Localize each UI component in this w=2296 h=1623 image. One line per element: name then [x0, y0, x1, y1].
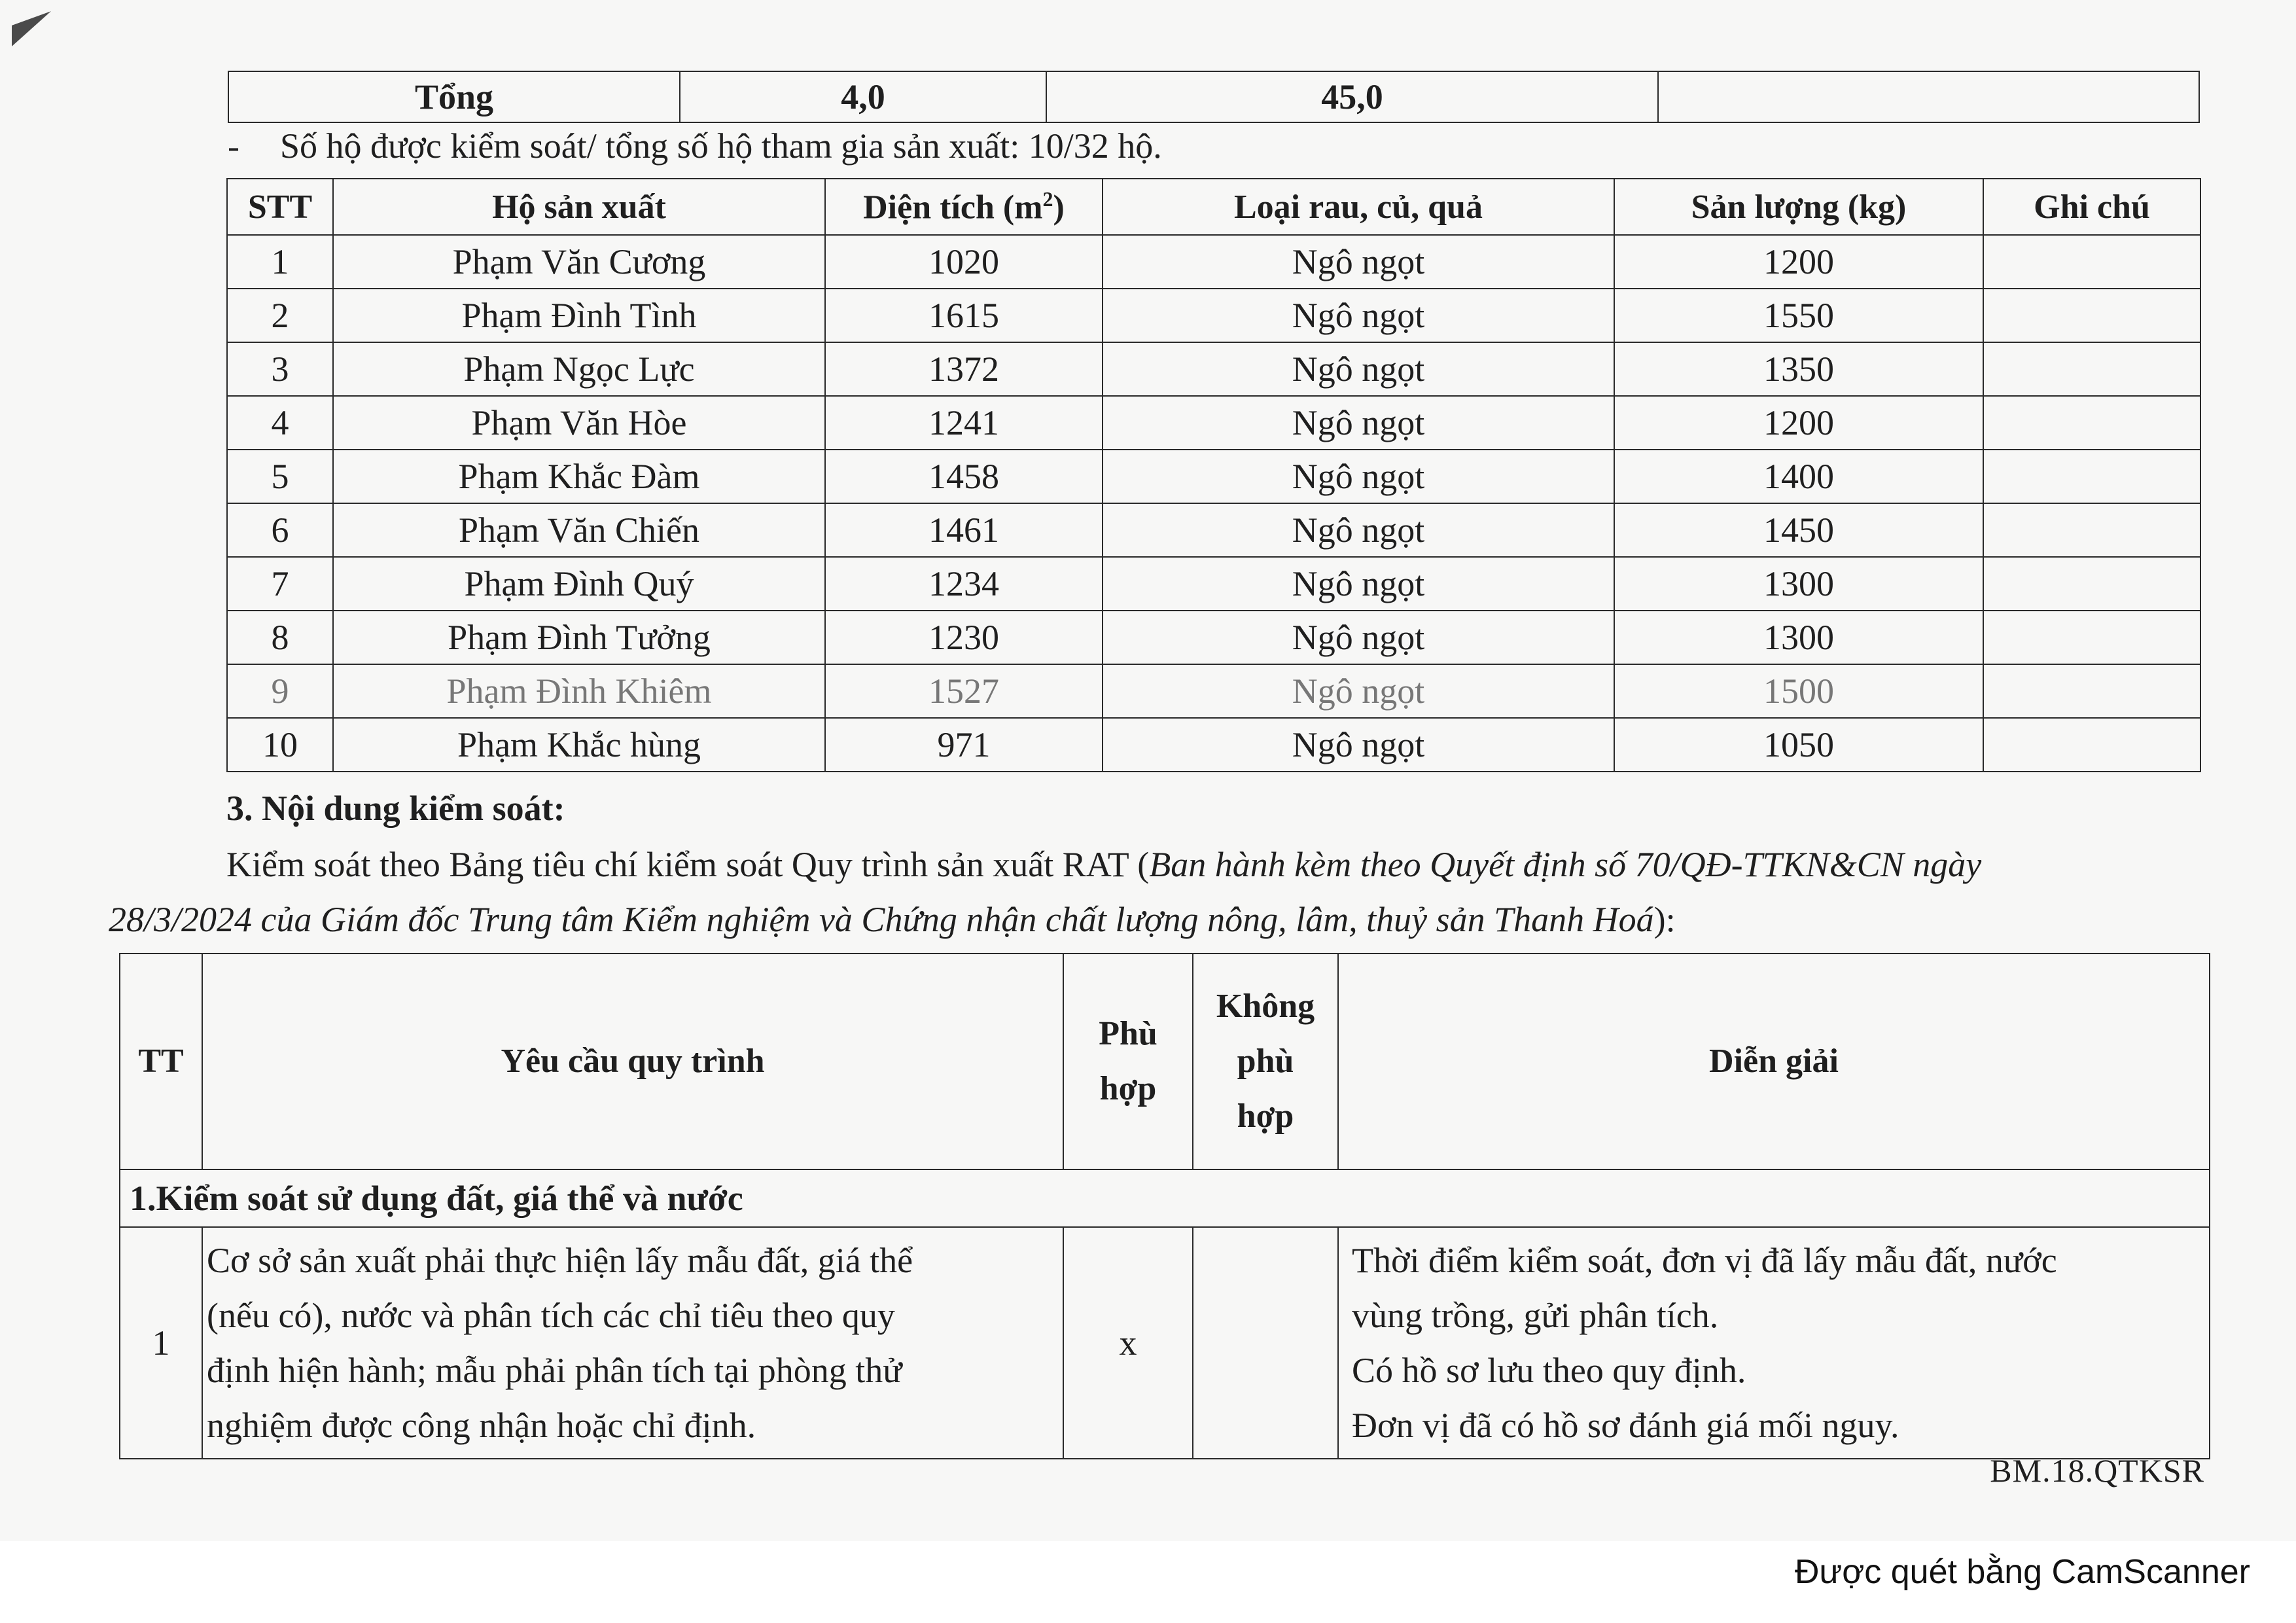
- household-row: [227, 235, 2200, 289]
- row-stt: 4: [227, 396, 333, 450]
- row-yield: 1550: [1614, 289, 1983, 342]
- row-note: [1983, 450, 2200, 503]
- section-3-paragraph-line-1: Kiểm soát theo Bảng tiêu chí kiểm soát Quy trình sản xuất RAT (Ban hành kèm theo Quyết định số 70/QĐ-TTKN&CN ngày: [226, 845, 1982, 884]
- row-household-name: Phạm Đình Quý: [333, 557, 825, 611]
- row-note: [1983, 342, 2200, 396]
- row-area: 1461: [825, 503, 1103, 557]
- header-stt: STT: [227, 179, 333, 235]
- total-note: [1658, 71, 2199, 122]
- control-section-row: [120, 1169, 2210, 1227]
- control-criteria-table: [119, 953, 2210, 1459]
- row-crop: Ngô ngọt: [1103, 718, 1614, 772]
- row-note: [1983, 503, 2200, 557]
- total-table: [228, 71, 2200, 123]
- row-yield: 1350: [1614, 342, 1983, 396]
- household-row: [227, 396, 2200, 450]
- section-3-title: 3. Nội dung kiểm soát:: [226, 789, 565, 828]
- header-household: Hộ sản xuất: [333, 179, 825, 235]
- households-header-row: [227, 179, 2200, 235]
- row-note: [1983, 611, 2200, 664]
- household-row: [227, 450, 2200, 503]
- row-yield: 1200: [1614, 235, 1983, 289]
- row-note: [1983, 557, 2200, 611]
- household-row: [227, 557, 2200, 611]
- row-crop: Ngô ngọt: [1103, 396, 1614, 450]
- row-household-name: Phạm Văn Cương: [333, 235, 825, 289]
- row-household-name: Phạm Khắc Đàm: [333, 450, 825, 503]
- households-summary-text: Số hộ được kiểm soát/ tổng số hộ tham gia sản xuất: 10/32 hộ.: [280, 126, 1162, 166]
- household-row: [227, 289, 2200, 342]
- row-yield: 1400: [1614, 450, 1983, 503]
- row-household-name: Phạm Văn Hòe: [333, 396, 825, 450]
- row-crop: Ngô ngọt: [1103, 611, 1614, 664]
- row-stt: 1: [227, 235, 333, 289]
- control-header-row: [120, 954, 2210, 1169]
- header-note: Ghi chú: [1983, 179, 2200, 235]
- row-crop: Ngô ngọt: [1103, 289, 1614, 342]
- row-note: [1983, 664, 2200, 718]
- row-crop: Ngô ngọt: [1103, 342, 1614, 396]
- row-area: 971: [825, 718, 1103, 772]
- row-note: [1983, 289, 2200, 342]
- header-requirement: Yêu cầu quy trình: [202, 954, 1063, 1169]
- row-household-name: Phạm Đình Khiêm: [333, 664, 825, 718]
- row-area: 1230: [825, 611, 1103, 664]
- control-row-explanation: Thời điểm kiểm soát, đơn vị đã lấy mẫu đất, nước vùng trồng, gửi phân tích. Có hồ sơ lưu theo quy định. Đơn vị đã có hồ sơ đánh giá mối nguy.: [1338, 1227, 2210, 1459]
- row-yield: 1300: [1614, 557, 1983, 611]
- control-row-compliant-mark: x: [1063, 1227, 1193, 1459]
- row-crop: Ngô ngọt: [1103, 235, 1614, 289]
- bullet-dash: -: [228, 126, 239, 166]
- household-row: [227, 342, 2200, 396]
- row-yield: 1500: [1614, 664, 1983, 718]
- header-area: Diện tích $(m^2)$: [825, 179, 1103, 235]
- control-row-non-compliant-mark: [1193, 1227, 1338, 1459]
- header-yield: Sản lượng (kg): [1614, 179, 1983, 235]
- row-household-name: Phạm Văn Chiến: [333, 503, 825, 557]
- header-non-compliant: Không phù hợp: [1193, 954, 1338, 1169]
- row-stt: 7: [227, 557, 333, 611]
- household-row: [227, 611, 2200, 664]
- row-area: 1241: [825, 396, 1103, 450]
- section-3-paragraph-line-2: 28/3/2024 của Giám đốc Trung tâm Kiểm nghiệm và Chứng nhận chất lượng nông, lâm, thuỷ sản Thanh Hoá):: [109, 900, 1676, 939]
- header-crop: Loại rau, củ, quả: [1103, 179, 1614, 235]
- form-code: BM.18.QTKSR: [1990, 1452, 2204, 1489]
- row-yield: 1450: [1614, 503, 1983, 557]
- row-household-name: Phạm Đình Tình: [333, 289, 825, 342]
- row-area: 1234: [825, 557, 1103, 611]
- header-tt: TT: [120, 954, 202, 1169]
- households-summary: [228, 126, 1162, 166]
- control-row: [120, 1227, 2210, 1459]
- total-yield: 45,0: [1046, 71, 1658, 122]
- row-stt: 6: [227, 503, 333, 557]
- row-area: 1020: [825, 235, 1103, 289]
- row-household-name: Phạm Đình Tưởng: [333, 611, 825, 664]
- page-corner-mark: [12, 11, 51, 46]
- row-yield: 1200: [1614, 396, 1983, 450]
- row-stt: 10: [227, 718, 333, 772]
- row-yield: 1050: [1614, 718, 1983, 772]
- row-crop: Ngô ngọt: [1103, 664, 1614, 718]
- camscanner-footer: Được quét bằng CamScanner: [1794, 1553, 2250, 1591]
- total-row: [228, 71, 2199, 122]
- row-note: [1983, 718, 2200, 772]
- row-crop: Ngô ngọt: [1103, 557, 1614, 611]
- household-row: [227, 718, 2200, 772]
- section-1-title: 1.Kiểm soát sử dụng đất, giá thể và nước: [120, 1169, 2210, 1227]
- row-stt: 2: [227, 289, 333, 342]
- row-stt: 8: [227, 611, 333, 664]
- row-crop: Ngô ngọt: [1103, 450, 1614, 503]
- control-row-requirement: Cơ sở sản xuất phải thực hiện lấy mẫu đất, giá thể (nếu có), nước và phân tích các chỉ tiêu theo quy định hiện hành; mẫu phải phân tích tại phòng thử nghiệm được công nhận hoặc chỉ định.: [202, 1227, 1063, 1459]
- header-explanation: Diễn giải: [1338, 954, 2210, 1169]
- row-area: 1458: [825, 450, 1103, 503]
- row-note: [1983, 396, 2200, 450]
- row-household-name: Phạm Ngọc Lực: [333, 342, 825, 396]
- row-area: 1527: [825, 664, 1103, 718]
- control-row-tt: 1: [120, 1227, 202, 1459]
- row-stt: 3: [227, 342, 333, 396]
- row-yield: 1300: [1614, 611, 1983, 664]
- household-row: [227, 503, 2200, 557]
- row-household-name: Phạm Khắc hùng: [333, 718, 825, 772]
- row-stt: 5: [227, 450, 333, 503]
- header-compliant: Phù hợp: [1063, 954, 1193, 1169]
- row-area: 1615: [825, 289, 1103, 342]
- row-area: 1372: [825, 342, 1103, 396]
- row-stt: 9: [227, 664, 333, 718]
- row-crop: Ngô ngọt: [1103, 503, 1614, 557]
- total-area: 4,0: [680, 71, 1046, 122]
- total-label: Tổng: [228, 71, 680, 122]
- row-note: [1983, 235, 2200, 289]
- household-row: [227, 664, 2200, 718]
- households-table: [226, 178, 2201, 772]
